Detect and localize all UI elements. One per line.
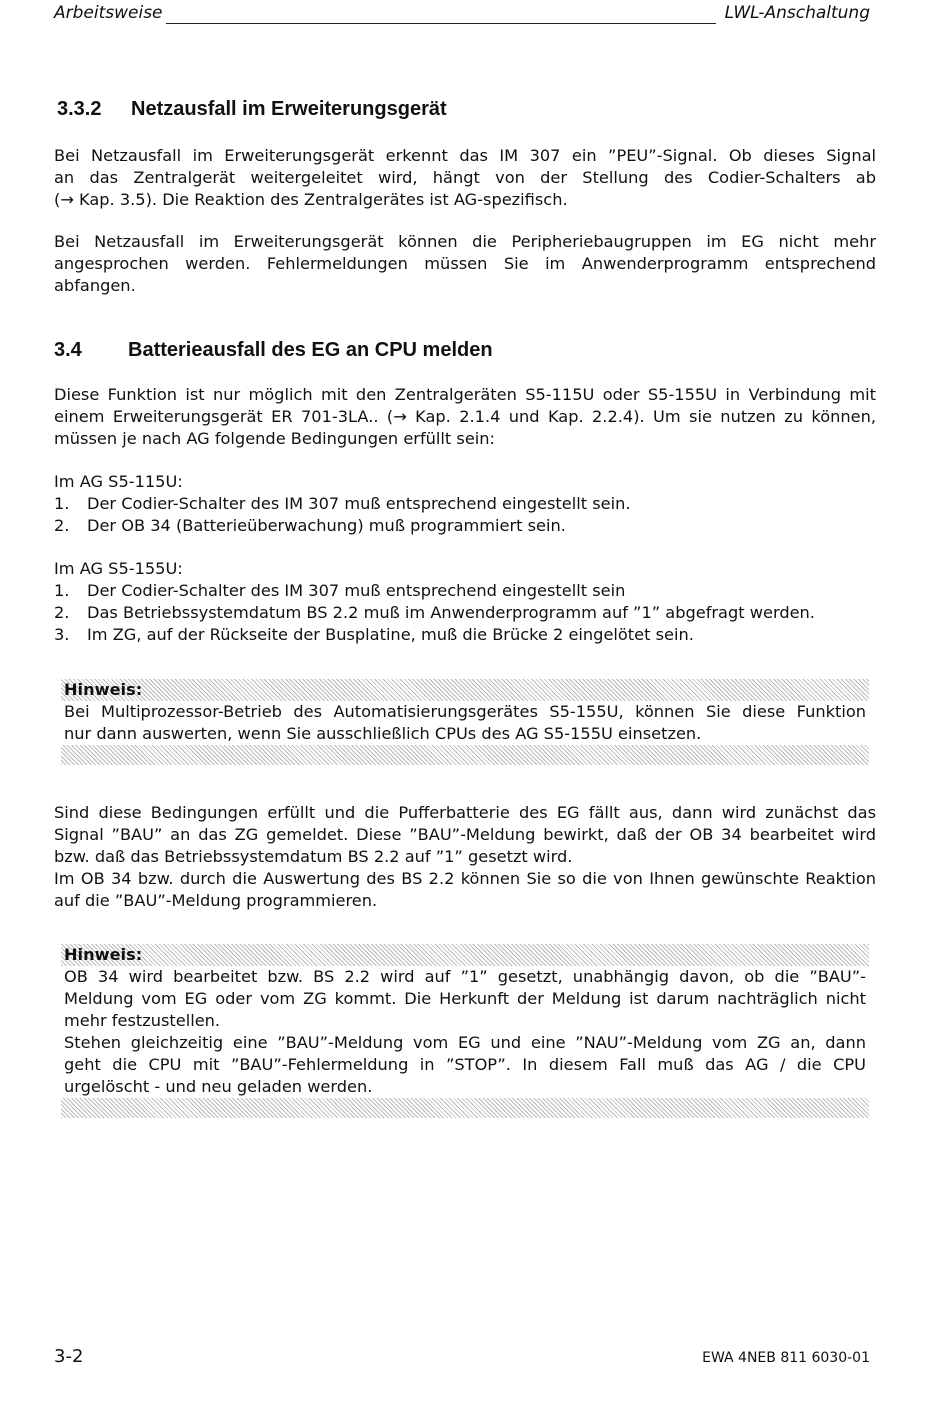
list-text: Der OB 34 (Batterieüberwachung) muß programmiert sein. (87, 516, 566, 535)
text-line: an das Zentralgerät weitergeleitet wird, hängt von der Stellung des Codier-Schalters ab (54, 168, 876, 187)
list-title: Im AG S5-115U: (54, 472, 183, 491)
text-line: Im OB 34 bzw. durch die Auswertung des BS 2.2 können Sie so die von Ihnen gewünschte Reaktion (54, 869, 876, 888)
section-number: 3.4 (54, 339, 82, 361)
list-text: Der Codier-Schalter des IM 307 muß entsprechend eingestellt sein. (87, 494, 631, 513)
note-body (61, 966, 869, 1098)
text-line: urgelöscht - und neu geladen werden. (64, 1077, 373, 1096)
list-item (54, 624, 876, 646)
list-text: Das Betriebssystemdatum BS 2.2 muß im Anwenderprogramm auf ”1” abgefragt werden. (87, 603, 815, 622)
text-line: mehr festzustellen. (64, 1011, 221, 1030)
list-number: 1. (54, 581, 70, 600)
list-item (54, 515, 876, 537)
list-number: 1. (54, 494, 70, 513)
text-line: müssen je nach AG folgende Bedingungen erfüllt sein: (54, 429, 495, 448)
list-s5-155u (54, 558, 876, 646)
running-header (54, 3, 870, 27)
list-text: Im ZG, auf der Rückseite der Busplatine, muß die Brücke 2 eingelötet sein. (87, 625, 694, 644)
note-box (61, 944, 869, 1118)
paragraph (54, 145, 876, 211)
section-number: 3.3.2 (57, 98, 102, 120)
text-line: Bei Multiprozessor-Betrieb des Automatisierungsgerätes S5-155U, können Sie diese Funktion (64, 702, 866, 721)
text-line: Stehen gleichzeitig eine ”BAU”-Meldung vom EG und eine ”NAU”-Meldung vom ZG an, dann (64, 1033, 866, 1052)
text-line: nur dann auswerten, wenn Sie ausschließlich CPUs des AG S5-155U einsetzen. (64, 724, 702, 743)
text-line: Bei Netzausfall im Erweiterungsgerät können die Peripheriebaugruppen im EG nicht mehr (54, 232, 876, 251)
text-line: einem Erweiterungsgerät ER 701-3LA.. (→ Kap. 2.1.4 und Kap. 2.2.4). Um sie nutzen zu können, (54, 407, 876, 426)
text-line: (→ Kap. 3.5). Die Reaktion des Zentralgerätes ist AG-spezifisch. (54, 190, 568, 209)
paragraph (54, 802, 876, 912)
header-right: LWL-Anschaltung (724, 3, 870, 23)
list-number: 2. (54, 603, 70, 622)
paragraph (54, 231, 876, 297)
section-heading-3-3-2 (57, 98, 447, 121)
list-item (54, 602, 876, 624)
text-line: auf die ”BAU”-Meldung programmieren. (54, 891, 378, 910)
page-number: 3-2 (54, 1346, 84, 1367)
list-number: 3. (54, 625, 70, 644)
document-id: EWA 4NEB 811 6030-01 (702, 1350, 870, 1366)
section-heading-3-4 (54, 339, 493, 362)
text-line: Sind diese Bedingungen erfüllt und die Pufferbatterie des EG fällt aus, dann wird zunächst das (54, 803, 876, 822)
text-line: OB 34 wird bearbeitet bzw. BS 2.2 wird auf ”1” gesetzt, unabhängig davon, ob die ”BAU”- (64, 967, 866, 986)
header-left: Arbeitsweise (54, 3, 163, 23)
list-title: Im AG S5-155U: (54, 559, 183, 578)
note-bottom-bar (61, 745, 869, 765)
list-item (54, 580, 876, 602)
note-box (61, 679, 869, 765)
list-text: Der Codier-Schalter des IM 307 muß entsprechend eingestellt sein (87, 581, 626, 600)
text-line: Bei Netzausfall im Erweiterungsgerät erkennt das IM 307 ein ”PEU”-Signal. Ob dieses Signal (54, 146, 876, 165)
list-number: 2. (54, 516, 70, 535)
list-s5-115u (54, 471, 876, 537)
text-line: Meldung vom EG oder vom ZG kommt. Die Herkunft der Meldung ist darum nachträglich nicht (64, 989, 866, 1008)
list-item (54, 493, 876, 515)
text-line: bzw. daß das Betriebssystemdatum BS 2.2 auf ”1” gesetzt wird. (54, 847, 573, 866)
note-bottom-bar (61, 1098, 869, 1118)
section-title: Netzausfall im Erweiterungsgerät (131, 98, 447, 120)
text-line: Signal ”BAU” an das ZG gemeldet. Diese ”BAU”-Meldung bewirkt, daß der OB 34 bearbeitet wird (54, 825, 876, 844)
note-label: Hinweis: (64, 680, 143, 699)
note-label: Hinweis: (64, 945, 143, 964)
section-title: Batterieausfall des EG an CPU melden (128, 339, 493, 361)
text-line: Diese Funktion ist nur möglich mit den Zentralgeräten S5-115U oder S5-155U in Verbindung mit (54, 385, 876, 404)
text-line: angesprochen werden. Fehlermeldungen müssen Sie im Anwenderprogramm entsprechend (54, 254, 876, 273)
header-rule (166, 23, 716, 24)
note-body (61, 701, 869, 745)
text-line: abfangen. (54, 276, 136, 295)
paragraph (54, 384, 876, 450)
text-line: geht die CPU mit ”BAU”-Fehlermeldung in ”STOP”. In diesem Fall muß das AG / die CPU (64, 1055, 866, 1074)
